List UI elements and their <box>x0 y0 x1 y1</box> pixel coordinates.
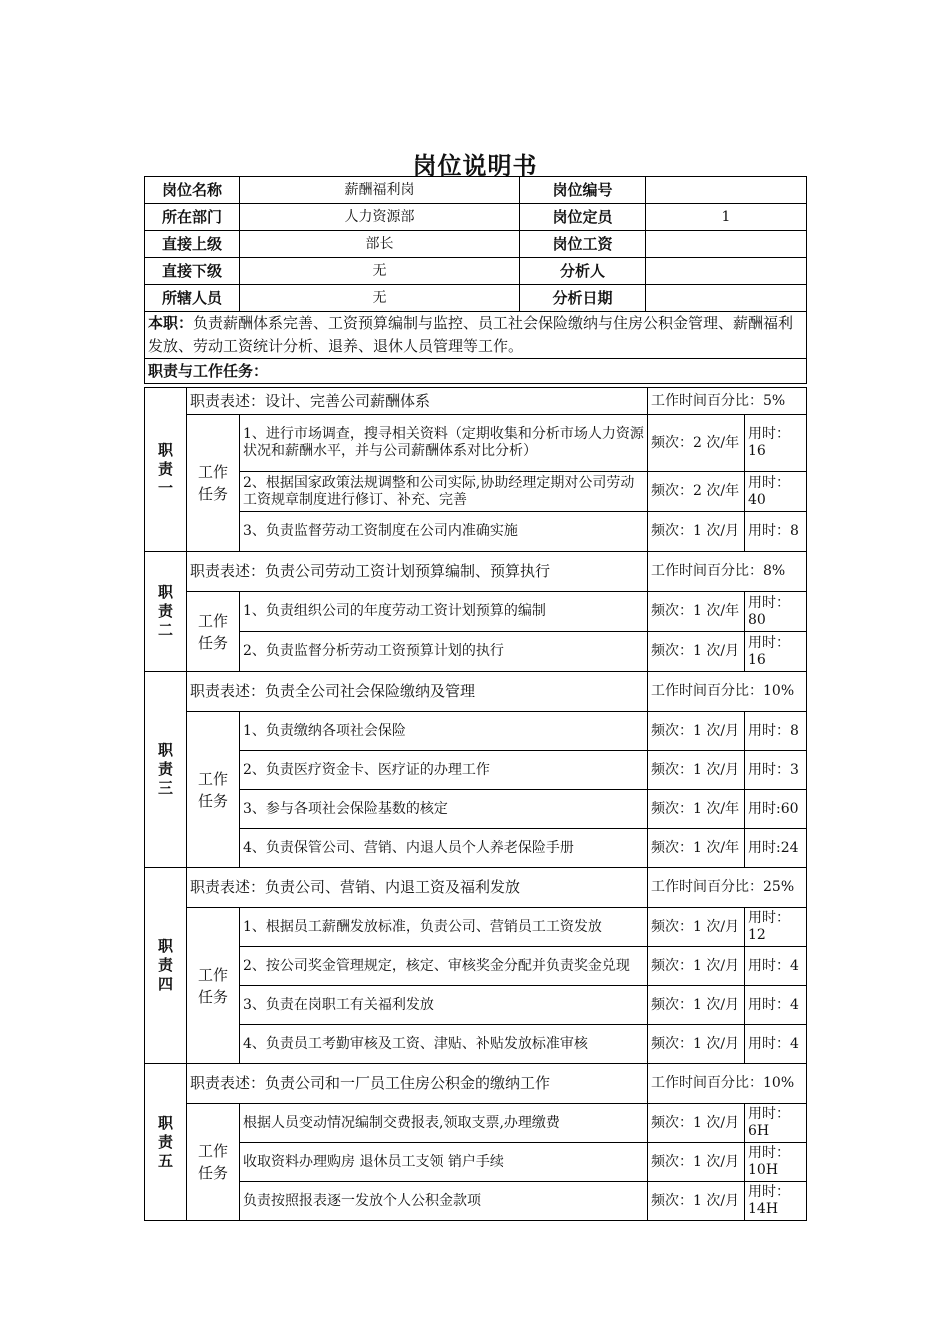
department-label: 所在部门 <box>145 204 240 231</box>
task-text: 3、负责监督劳动工资制度在公司内准确实施 <box>240 512 648 552</box>
task-text: 3、参与各项社会保险基数的核定 <box>240 790 648 829</box>
work-task-label: 工作 任务 <box>187 1104 240 1221</box>
work-time-percent: 工作时间百分比：5% <box>648 388 807 415</box>
task-hours: 用时:24 <box>745 829 807 868</box>
analysis-date-value <box>646 285 807 312</box>
task-row <box>145 632 807 672</box>
task-hours: 用时：16 <box>745 415 807 472</box>
task-row <box>145 1025 807 1064</box>
quota-value: 1 <box>646 204 807 231</box>
position-code-label: 岗位编号 <box>520 177 646 204</box>
duty-name: 职 责 三 <box>145 672 187 868</box>
task-frequency: 频次：1 次/月 <box>648 712 745 751</box>
task-row <box>145 947 807 986</box>
page-title: 岗位说明书 <box>412 152 538 180</box>
task-text: 1、进行市场调查，搜寻相关资料（定期收集和分析市场人力资源状况和薪酬水平，并与公司薪酬体系对比分析） <box>240 415 648 472</box>
task-frequency: 频次：1 次/年 <box>648 790 745 829</box>
task-hours: 用时：8 <box>745 712 807 751</box>
task-text: 2、按公司奖金管理规定，核定、审核奖金分配并负责奖金兑现 <box>240 947 648 986</box>
task-text: 1、负责缴纳各项社会保险 <box>240 712 648 751</box>
task-row <box>145 472 807 512</box>
staff-value: 无 <box>240 285 520 312</box>
task-frequency: 频次：2 次/年 <box>648 415 745 472</box>
subordinate-label: 直接下级 <box>145 258 240 285</box>
task-text: 收取资料办理购房 退休员工支领 销户手续 <box>240 1143 648 1182</box>
task-row <box>145 592 807 632</box>
duty-description: 职责表述：负责全公司社会保险缴纳及管理 <box>187 672 648 712</box>
work-task-label: 工作 任务 <box>187 415 240 552</box>
work-time-percent: 工作时间百分比：10% <box>648 672 807 712</box>
task-frequency: 频次：1 次/月 <box>648 632 745 672</box>
task-row <box>145 415 807 472</box>
duty-description: 职责表述：负责公司、营销、内退工资及福利发放 <box>187 868 648 908</box>
work-task-label: 工作 任务 <box>187 592 240 672</box>
task-hours: 用时：16 <box>745 632 807 672</box>
info-row-4 <box>145 258 807 285</box>
work-time-percent: 工作时间百分比：10% <box>648 1064 807 1104</box>
task-text: 根据人员变动情况编制交费报表,领取支票,办理缴费 <box>240 1104 648 1143</box>
task-text: 2、负责医疗资金卡、医疗证的办理工作 <box>240 751 648 790</box>
quota-label: 岗位定员 <box>520 204 646 231</box>
section-row <box>145 359 807 384</box>
duty-desc-row <box>145 868 807 908</box>
task-frequency: 频次：1 次/月 <box>648 1104 745 1143</box>
task-frequency: 频次：1 次/月 <box>648 751 745 790</box>
task-row <box>145 986 807 1025</box>
staff-label: 所辖人员 <box>145 285 240 312</box>
duty-description: 职责表述：设计、完善公司薪酬体系 <box>187 388 648 415</box>
role-summary <box>145 312 807 359</box>
task-text: 2、负责监督分析劳动工资预算计划的执行 <box>240 632 648 672</box>
role-label: 本职： <box>148 314 194 332</box>
task-frequency: 频次：1 次/月 <box>648 512 745 552</box>
section-heading: 职责与工作任务： <box>145 359 807 384</box>
department-value: 人力资源部 <box>240 204 520 231</box>
salary-label: 岗位工资 <box>520 231 646 258</box>
task-text: 2、根据国家政策法规调整和公司实际,协助经理定期对公司劳动工资规章制度进行修订、补充、完善 <box>240 472 648 512</box>
salary-value <box>646 231 807 258</box>
task-text: 3、负责在岗职工有关福利发放 <box>240 986 648 1025</box>
position-name-value: 薪酬福利岗 <box>240 177 520 204</box>
task-hours: 用时:60 <box>745 790 807 829</box>
task-row <box>145 790 807 829</box>
task-hours: 用时：6H <box>745 1104 807 1143</box>
duty-desc-row <box>145 388 807 415</box>
task-hours: 用时：14H <box>745 1182 807 1221</box>
position-code-value <box>646 177 807 204</box>
info-row-3 <box>145 231 807 258</box>
position-name-label: 岗位名称 <box>145 177 240 204</box>
info-row-2 <box>145 204 807 231</box>
task-hours: 用时：80 <box>745 592 807 632</box>
task-row <box>145 512 807 552</box>
task-hours: 用时：40 <box>745 472 807 512</box>
task-row <box>145 1104 807 1143</box>
task-hours: 用时：4 <box>745 986 807 1025</box>
duty-desc-row <box>145 672 807 712</box>
work-task-label: 工作 任务 <box>187 908 240 1064</box>
duty-name: 职 责 一 <box>145 388 187 552</box>
task-text: 1、负责组织公司的年度劳动工资计划预算的编制 <box>240 592 648 632</box>
task-row <box>145 1143 807 1182</box>
task-frequency: 频次：1 次/月 <box>648 1143 745 1182</box>
job-info-table <box>144 176 807 384</box>
role-row <box>145 312 807 359</box>
task-row <box>145 751 807 790</box>
task-hours: 用时：8 <box>745 512 807 552</box>
superior-value: 部长 <box>240 231 520 258</box>
duties-table <box>144 387 807 1221</box>
work-time-percent: 工作时间百分比：8% <box>648 552 807 592</box>
task-row <box>145 829 807 868</box>
task-text: 4、负责员工考勤审核及工资、津贴、补贴发放标准审核 <box>240 1025 648 1064</box>
task-frequency: 频次：1 次/月 <box>648 908 745 947</box>
task-hours: 用时：3 <box>745 751 807 790</box>
task-hours: 用时：4 <box>745 947 807 986</box>
task-row <box>145 908 807 947</box>
task-hours: 用时：10H <box>745 1143 807 1182</box>
task-frequency: 频次：1 次/月 <box>648 1025 745 1064</box>
task-frequency: 频次：1 次/月 <box>648 1182 745 1221</box>
task-row <box>145 712 807 751</box>
task-frequency: 频次：1 次/年 <box>648 829 745 868</box>
duty-description: 职责表述：负责公司和一厂员工住房公积金的缴纳工作 <box>187 1064 648 1104</box>
role-text: 负责薪酬体系完善、工资预算编制与监控、员工社会保险缴纳与住房公积金管理、薪酬福利发放、劳动工资统计分析、退养、退休人员管理等工作。 <box>148 314 794 355</box>
task-text: 1、根据员工薪酬发放标准，负责公司、营销员工工资发放 <box>240 908 648 947</box>
duty-description: 职责表述：负责公司劳动工资计划预算编制、预算执行 <box>187 552 648 592</box>
duty-name: 职 责 二 <box>145 552 187 672</box>
superior-label: 直接上级 <box>145 231 240 258</box>
work-time-percent: 工作时间百分比：25% <box>648 868 807 908</box>
duty-name: 职 责 五 <box>145 1064 187 1221</box>
info-row-5 <box>145 285 807 312</box>
task-frequency: 频次：2 次/年 <box>648 472 745 512</box>
duty-desc-row <box>145 552 807 592</box>
analysis-date-label: 分析日期 <box>520 285 646 312</box>
analyst-label: 分析人 <box>520 258 646 285</box>
analyst-value <box>646 258 807 285</box>
task-row <box>145 1182 807 1221</box>
task-hours: 用时：12 <box>745 908 807 947</box>
info-row-1 <box>145 177 807 204</box>
work-task-label: 工作 任务 <box>187 712 240 868</box>
task-frequency: 频次：1 次/月 <box>648 947 745 986</box>
subordinate-value: 无 <box>240 258 520 285</box>
task-hours: 用时：4 <box>745 1025 807 1064</box>
duty-desc-row <box>145 1064 807 1104</box>
task-text: 4、负责保管公司、营销、内退人员个人养老保险手册 <box>240 829 648 868</box>
duty-name: 职 责 四 <box>145 868 187 1064</box>
task-frequency: 频次：1 次/月 <box>648 986 745 1025</box>
task-text: 负责按照报表逐一发放个人公积金款项 <box>240 1182 648 1221</box>
task-frequency: 频次：1 次/年 <box>648 592 745 632</box>
